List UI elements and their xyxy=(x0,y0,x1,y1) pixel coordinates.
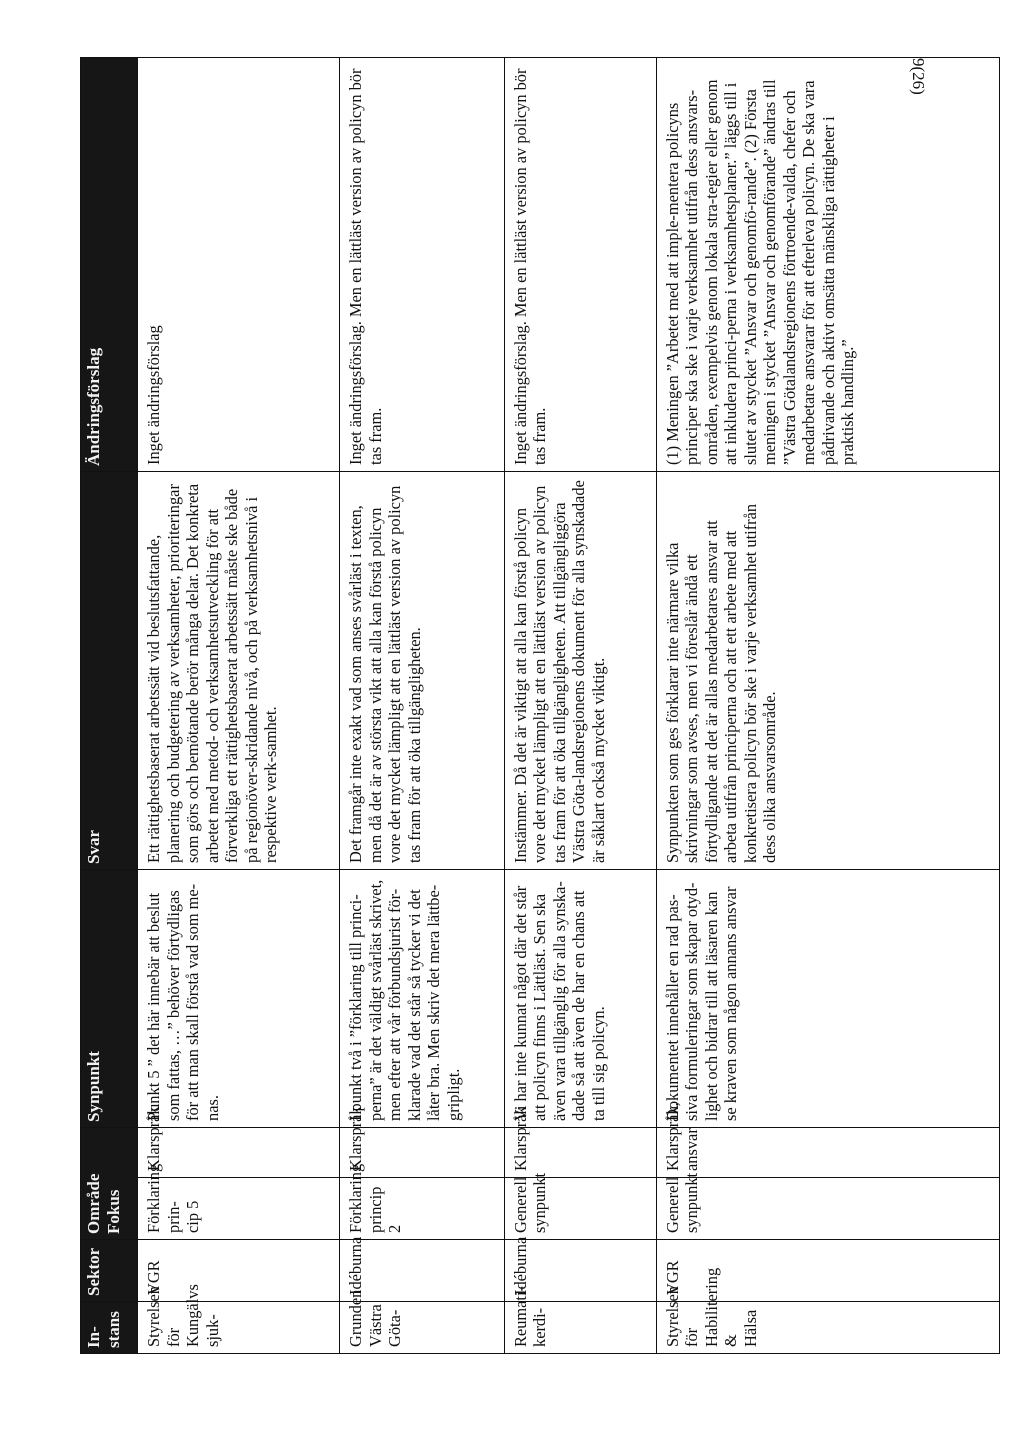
cell-instans: Grunden Västra Göta- xyxy=(340,1302,505,1354)
table-row xyxy=(504,58,656,1354)
cell-svar: Ett rättighetsbaserat arbetssätt vid beslutsfattande, planering och budgetering av verksamheter, prioriteringar som görs och bemötande berör många delar. Det konkreta arbetet med metod- och verksamhetsutveckling för att förverkliga ett rättighetsbaserat arbetssätt måste ske både på regionöver-skridande nivå, och på verksamhetsnivå i respektive verk-samhet. xyxy=(138,472,340,870)
header-omrade-fokus: Område Fokus xyxy=(81,1128,138,1240)
cell-fokus: Klarspråk xyxy=(340,1128,505,1178)
table-row xyxy=(656,58,999,1354)
header-sektor: Sektor xyxy=(81,1240,138,1302)
cell-omrade: Förklaring princip 2 xyxy=(340,1178,505,1240)
cell-synpunkt: Punkt 5 ” det här innebär att beslut som fattas, …” behöver förtydligas för att man skall förstå vad som me-nas. xyxy=(138,870,340,1128)
page-number: 9(26) xyxy=(909,58,928,95)
cell-fokus: Klarspråk, ansvar xyxy=(656,1128,999,1178)
cell-fokus: Klarspråk xyxy=(504,1128,656,1178)
cell-omrade: Generell synpunkt xyxy=(504,1178,656,1240)
cell-andringsforslag: Inget ändringsförslag. Men en lättläst version av policyn bör tas fram. xyxy=(504,58,656,472)
cell-instans: Styrelsen för Habilitering & Hälsa xyxy=(656,1302,999,1354)
header-svar: Svar xyxy=(81,472,138,870)
cell-synpunkt: Vi har inte kunnat något där det står att policyn finns i Lättläst. Sen ska även vara tillgänglig för alla synska-dade så att även de har en chans att ta till sig policyn. xyxy=(504,870,656,1128)
cell-andringsforslag: Inget ändringsförslag xyxy=(138,58,340,472)
consultation-table xyxy=(80,57,1000,1354)
cell-sektor: VGR xyxy=(138,1240,340,1302)
cell-sektor: Idéburna xyxy=(504,1240,656,1302)
cell-sektor: Idéburna xyxy=(340,1240,505,1302)
header-andringsforslag: Ändringsförslag xyxy=(81,58,138,472)
header-instans: In- stans xyxy=(81,1302,138,1354)
rotated-table-frame xyxy=(80,58,1000,1354)
cell-fokus: Klarspråk xyxy=(138,1128,340,1178)
cell-sektor: VGR xyxy=(656,1240,999,1302)
cell-instans: Reumati-kerdi- xyxy=(504,1302,656,1354)
cell-andringsforslag: (1) Meningen ”Arbetet med att imple-mentera policyns principer ska ske i varje verksamhet utifrån dess ansvars-områden, exempelvis genom lokala stra-tegier eller genom att inkludera princi-perna i verksamhetsplaner.” läggs till i slutet av stycket ”Ansvar och genomfö-rande”. (2) Första meningen i stycket ”Ansvar och genomförande” ändras till ”Västra Götalandsregionens förtroende-valda, chefer och medarbetare ansvarar för att efterleva policyn. De ska vara pådrivande och aktivt omsätta mänskliga rättigheter i praktisk handling.” xyxy=(656,58,999,472)
cell-svar: Synpunkten som ges förklarar inte närmare vilka skrivningar som avses, men vi föreslår ändå ett förtydligande att det är allas medarbetares ansvar att arbeta utifrån principerna och att ett arbete med att konkretisera policyn bör ske i varje verksamhet utifrån dess olika ansvarsområde. xyxy=(656,472,999,870)
cell-instans: Styrelsen för Kungälvs sjuk- xyxy=(138,1302,340,1354)
cell-synpunkt: I punkt två i ”förklaring till princi-perna” är det väldigt svårläst skrivet, men efter att vår förbundsjurist för-klarade vad det står så tycker vi det låter bra. Men skriv det mera lättbe-gripligt. xyxy=(340,870,505,1128)
cell-svar: Instämmer. Då det är viktigt att alla kan förstå policyn vore det mycket lämpligt att en lättläst version av policyn tas fram för att öka tillgängligheten. Att tillgängliggöra Västra Göta-landsregionens dokument för alla synskadade är såklart också mycket viktigt. xyxy=(504,472,656,870)
cell-svar: Det framgår inte exakt vad som anses svårläst i texten, men då det är av största vikt att alla kan förstå policyn vore det mycket lämpligt att en lättläst version av policyn tas fram för att öka tillgängligheten. xyxy=(340,472,505,870)
table-row xyxy=(340,58,505,1354)
header-synpunkt: Synpunkt xyxy=(81,870,138,1128)
cell-omrade: Förklaring prin-cip 5 xyxy=(138,1178,340,1240)
header-row xyxy=(81,58,138,1354)
cell-omrade: Generell synpunkt xyxy=(656,1178,999,1240)
cell-andringsforslag: Inget ändringsförslag. Men en lättläst version av policyn bör tas fram. xyxy=(340,58,505,472)
table-row xyxy=(138,58,340,1354)
cell-synpunkt: Dokumentet innehåller en rad pas-siva formuleringar som skapar otyd-lighet och bidrar till att läsaren kan se kraven som någon annans ansvar xyxy=(656,870,999,1128)
